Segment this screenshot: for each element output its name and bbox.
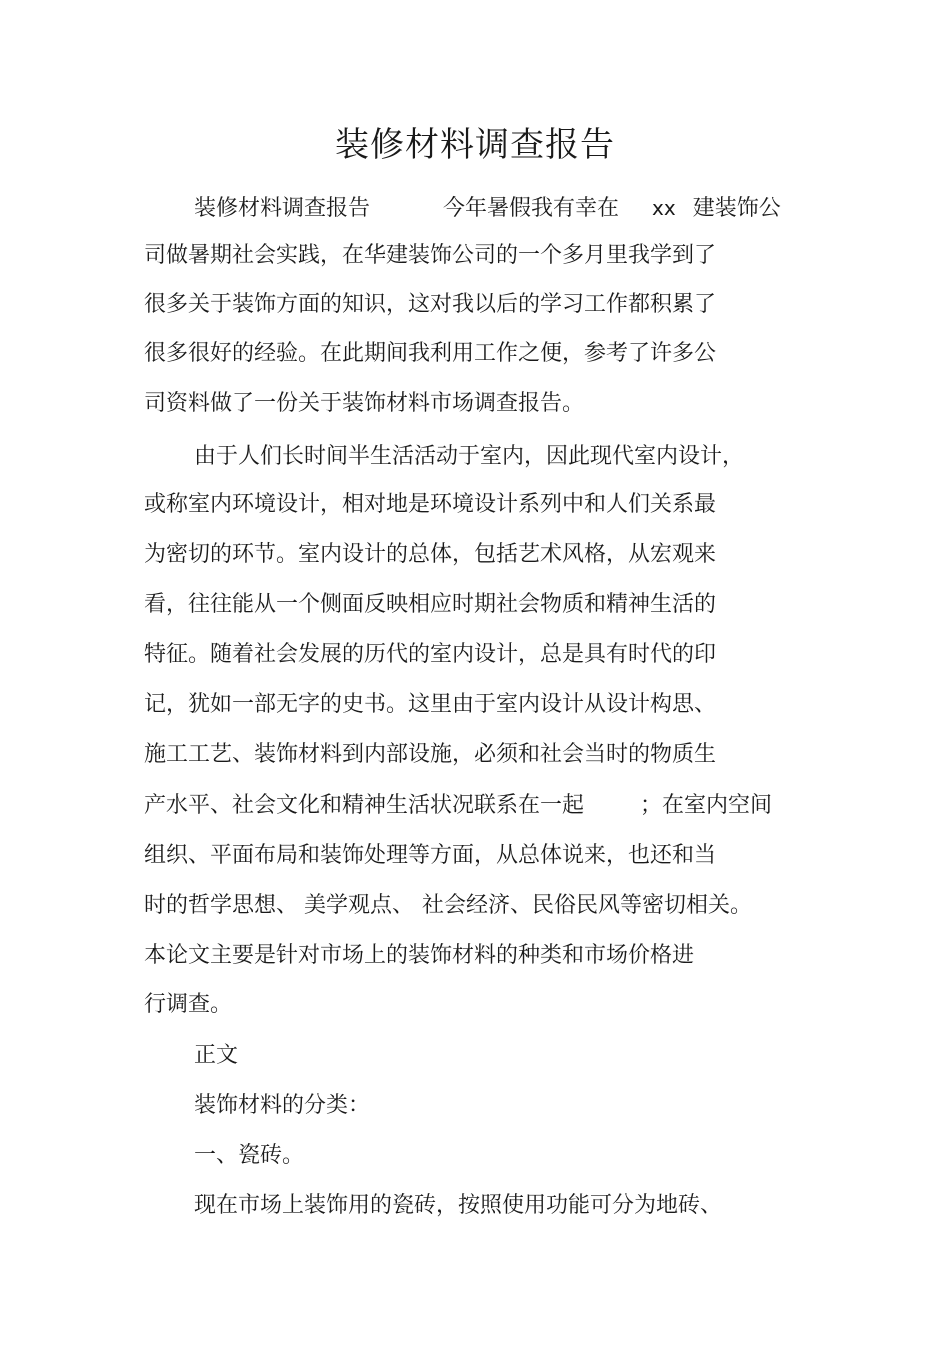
text-segment: 今年暑假我有幸在 — [443, 196, 620, 221]
text-segment: 时的哲学思想、 — [144, 893, 299, 918]
paragraph-line: 施工工艺、装饰材料到内部设施，必须和社会当时的物质生 — [144, 742, 717, 767]
paragraph-line: 很多很好的经验。在此期间我利用工作之便，参考了许多公 — [144, 341, 717, 366]
text-segment: 美学观点、 — [304, 893, 415, 918]
text-segment: xx — [652, 196, 676, 220]
paragraph-line — [144, 791, 772, 821]
text-segment: 装修材料调查报告 — [194, 196, 371, 221]
paragraph-line — [194, 193, 781, 224]
text-segment: ；在室内空间 — [640, 793, 773, 818]
paragraph-line — [144, 891, 752, 921]
paragraph-line: 司做暑期社会实践，在华建装饰公司的一个多月里我学到了 — [144, 243, 717, 268]
paragraph-line: 记，犹如一部无字的史书。这里由于室内设计从设计构思、 — [144, 692, 717, 717]
section-subheading: 装饰材料的分类： — [194, 1093, 371, 1118]
paragraph-line: 行调查。 — [144, 992, 233, 1017]
text-segment: 建装饰公 — [692, 196, 781, 221]
section-heading: 正文 — [194, 1043, 239, 1068]
paragraph-line: 特征。随着社会发展的历代的室内设计，总是具有时代的印 — [144, 642, 717, 667]
paragraph-line: 本论文主要是针对市场上的装饰材料的种类和市场价格进 — [144, 943, 695, 968]
document-title: 装修材料调查报告 — [335, 125, 615, 165]
paragraph-line: 现在市场上装饰用的瓷砖，按照使用功能可分为地砖、 — [194, 1193, 723, 1218]
paragraph-line: 很多关于装饰方面的知识，这对我以后的学习工作都积累了 — [144, 292, 717, 317]
paragraph-line: 或称室内环境设计，相对地是环境设计系列中和人们关系最 — [144, 492, 717, 517]
paragraph-line: 司资料做了一份关于装饰材料市场调查报告。 — [144, 391, 585, 416]
text-segment: 社会经济、民俗民风等密切相关。 — [422, 893, 753, 918]
text-segment: 产水平、社会文化和精神生活状况联系在一起 — [144, 793, 585, 818]
paragraph-line: 为密切的环节。室内设计的总体，包括艺术风格，从宏观来 — [144, 542, 717, 567]
paragraph-line: 由于人们长时间半生活活动于室内，因此现代室内设计， — [194, 444, 745, 469]
paragraph-line: 组织、平面布局和装饰处理等方面，从总体说来，也还和当 — [144, 843, 717, 868]
list-heading: 一、瓷砖。 — [194, 1143, 305, 1168]
paragraph-line: 看，往往能从一个侧面反映相应时期社会物质和精神生活的 — [144, 592, 717, 617]
